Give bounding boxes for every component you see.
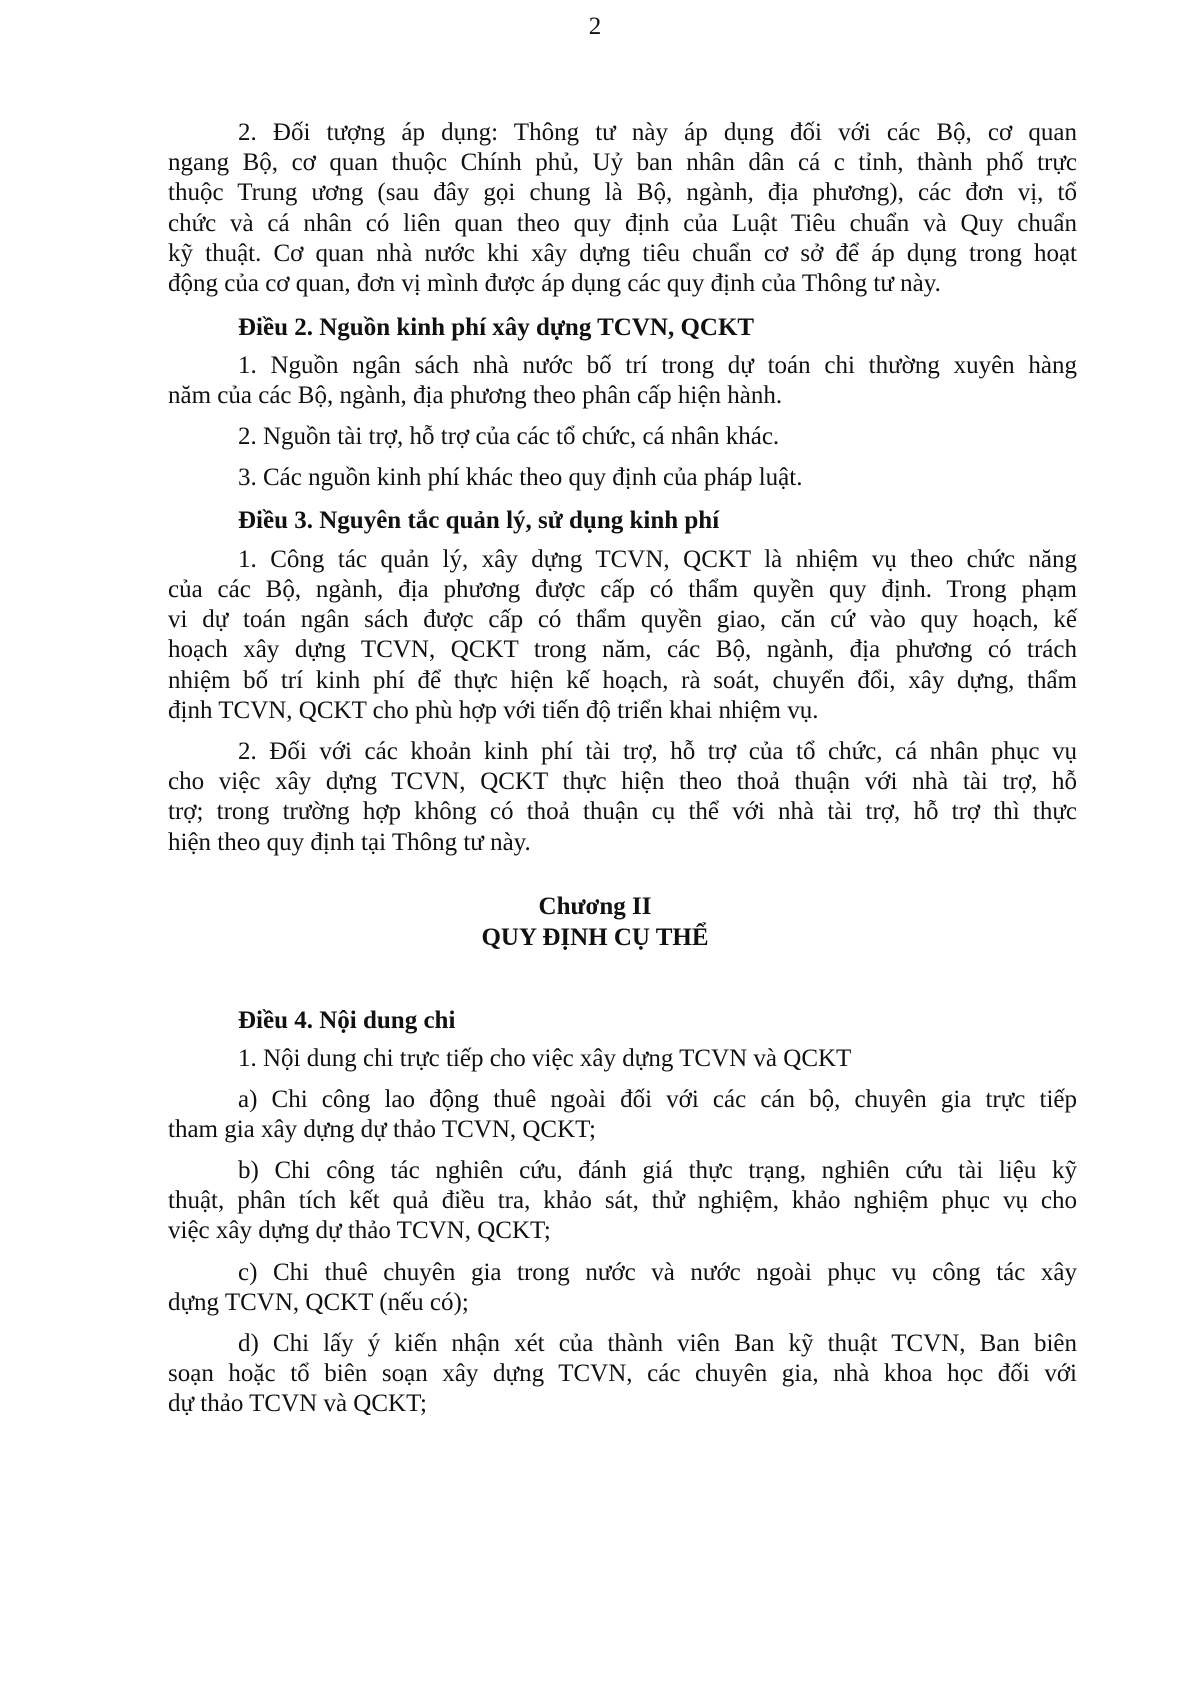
text-line: 1. Công tác quản lý, xây dựng TCVN, QCKT là nhiệm vụ theo chức năng bbox=[238, 546, 1077, 573]
page-number: 2 bbox=[588, 13, 602, 40]
text-line: hoạch xây dựng TCVN, QCKT trong năm, các Bộ, ngành, địa phương có trách bbox=[168, 636, 1077, 663]
text-line: nhiệm bố trí kinh phí để thực hiện kế hoạch, rà soát, chuyển đổi, xây dựng, thẩm bbox=[168, 667, 1077, 694]
text-line: a) Chi công lao động thuê ngoài đối với các cán bộ, chuyên gia trực tiếp bbox=[238, 1086, 1077, 1113]
chapter-title: Chương II bbox=[538, 893, 652, 920]
text-line: b) Chi công tác nghiên cứu, đánh giá thực trạng, nghiên cứu tài liệu kỹ bbox=[238, 1157, 1077, 1184]
article2-item3: 3. Các nguồn kinh phí khác theo quy định của pháp luật. bbox=[238, 464, 803, 491]
article2-item2: 2. Nguồn tài trợ, hỗ trợ của các tổ chức, cá nhân khác. bbox=[238, 423, 780, 450]
text-line: soạn hoặc tổ biên soạn xây dựng TCVN, các chuyên gia, nhà khoa học đối với bbox=[168, 1360, 1077, 1387]
text-line: động của cơ quan, đơn vị mình được áp dụng các quy định của Thông tư này. bbox=[168, 270, 941, 297]
article2-heading: Điều 2. Nguồn kinh phí xây dựng TCVN, QCKT bbox=[238, 314, 755, 341]
text-line: d) Chi lấy ý kiến nhận xét của thành viên Ban kỹ thuật TCVN, Ban biên bbox=[238, 1330, 1077, 1357]
chapter-subtitle: QUY ĐỊNH CỤ THỂ bbox=[481, 924, 709, 951]
article3-heading: Điều 3. Nguyên tắc quản lý, sử dụng kinh phí bbox=[238, 507, 720, 534]
text-line: kỹ thuật. Cơ quan nhà nước khi xây dựng tiêu chuẩn cơ sở để áp dụng trong hoạt bbox=[168, 240, 1077, 267]
text-line: cho việc xây dựng TCVN, QCKT thực hiện theo thoả thuận với nhà tài trợ, hỗ bbox=[168, 768, 1077, 795]
text-line: 1. Nguồn ngân sách nhà nước bố trí trong dự toán chi thường xuyên hàng bbox=[238, 352, 1077, 379]
text-line: định TCVN, QCKT cho phù hợp với tiến độ triển khai nhiệm vụ. bbox=[168, 697, 819, 724]
text-line: 2. Đối tượng áp dụng: Thông tư này áp dụng đối với các Bộ, cơ quan bbox=[238, 119, 1077, 146]
text-line: năm của các Bộ, ngành, địa phương theo phân cấp hiện hành. bbox=[168, 382, 783, 409]
text-line: của các Bộ, ngành, địa phương được cấp có thẩm quyền quy định. Trong phạm bbox=[168, 576, 1077, 603]
text-line: trợ; trong trường hợp không có thoả thuận cụ thể với nhà tài trợ, hỗ trợ thì thực bbox=[168, 798, 1077, 825]
text-line: vi dự toán ngân sách được cấp có thẩm quyền giao, căn cứ vào quy hoạch, kế bbox=[168, 606, 1077, 633]
text-line: việc xây dựng dự thảo TCVN, QCKT; bbox=[168, 1217, 551, 1244]
text-line: thuật, phân tích kết quả điều tra, khảo sát, thử nghiệm, khảo nghiệm phục vụ cho bbox=[168, 1187, 1077, 1214]
article4-heading: Điều 4. Nội dung chi bbox=[238, 1007, 456, 1034]
text-line: hiện theo quy định tại Thông tư này. bbox=[168, 829, 531, 856]
text-line: ngang Bộ, cơ quan thuộc Chính phủ, Uỷ ban nhân dân cá c tỉnh, thành phố trực bbox=[168, 149, 1077, 176]
text-line: chức và cá nhân có liên quan theo quy định của Luật Tiêu chuẩn và Quy chuẩn bbox=[168, 210, 1077, 237]
text-line: c) Chi thuê chuyên gia trong nước và nước ngoài phục vụ công tác xây bbox=[238, 1259, 1077, 1286]
text-line: thuộc Trung ương (sau đây gọi chung là Bộ, ngành, địa phương), các đơn vị, tổ bbox=[168, 179, 1077, 206]
text-line: dựng TCVN, QCKT (nếu có); bbox=[168, 1289, 469, 1316]
text-line: 2. Đối với các khoản kinh phí tài trợ, hỗ trợ của tổ chức, cá nhân phục vụ bbox=[238, 738, 1077, 765]
article4-item1: 1. Nội dung chi trực tiếp cho việc xây dựng TCVN và QCKT bbox=[238, 1045, 852, 1072]
text-line: dự thảo TCVN và QCKT; bbox=[168, 1390, 427, 1417]
text-line: tham gia xây dựng dự thảo TCVN, QCKT; bbox=[168, 1116, 596, 1143]
